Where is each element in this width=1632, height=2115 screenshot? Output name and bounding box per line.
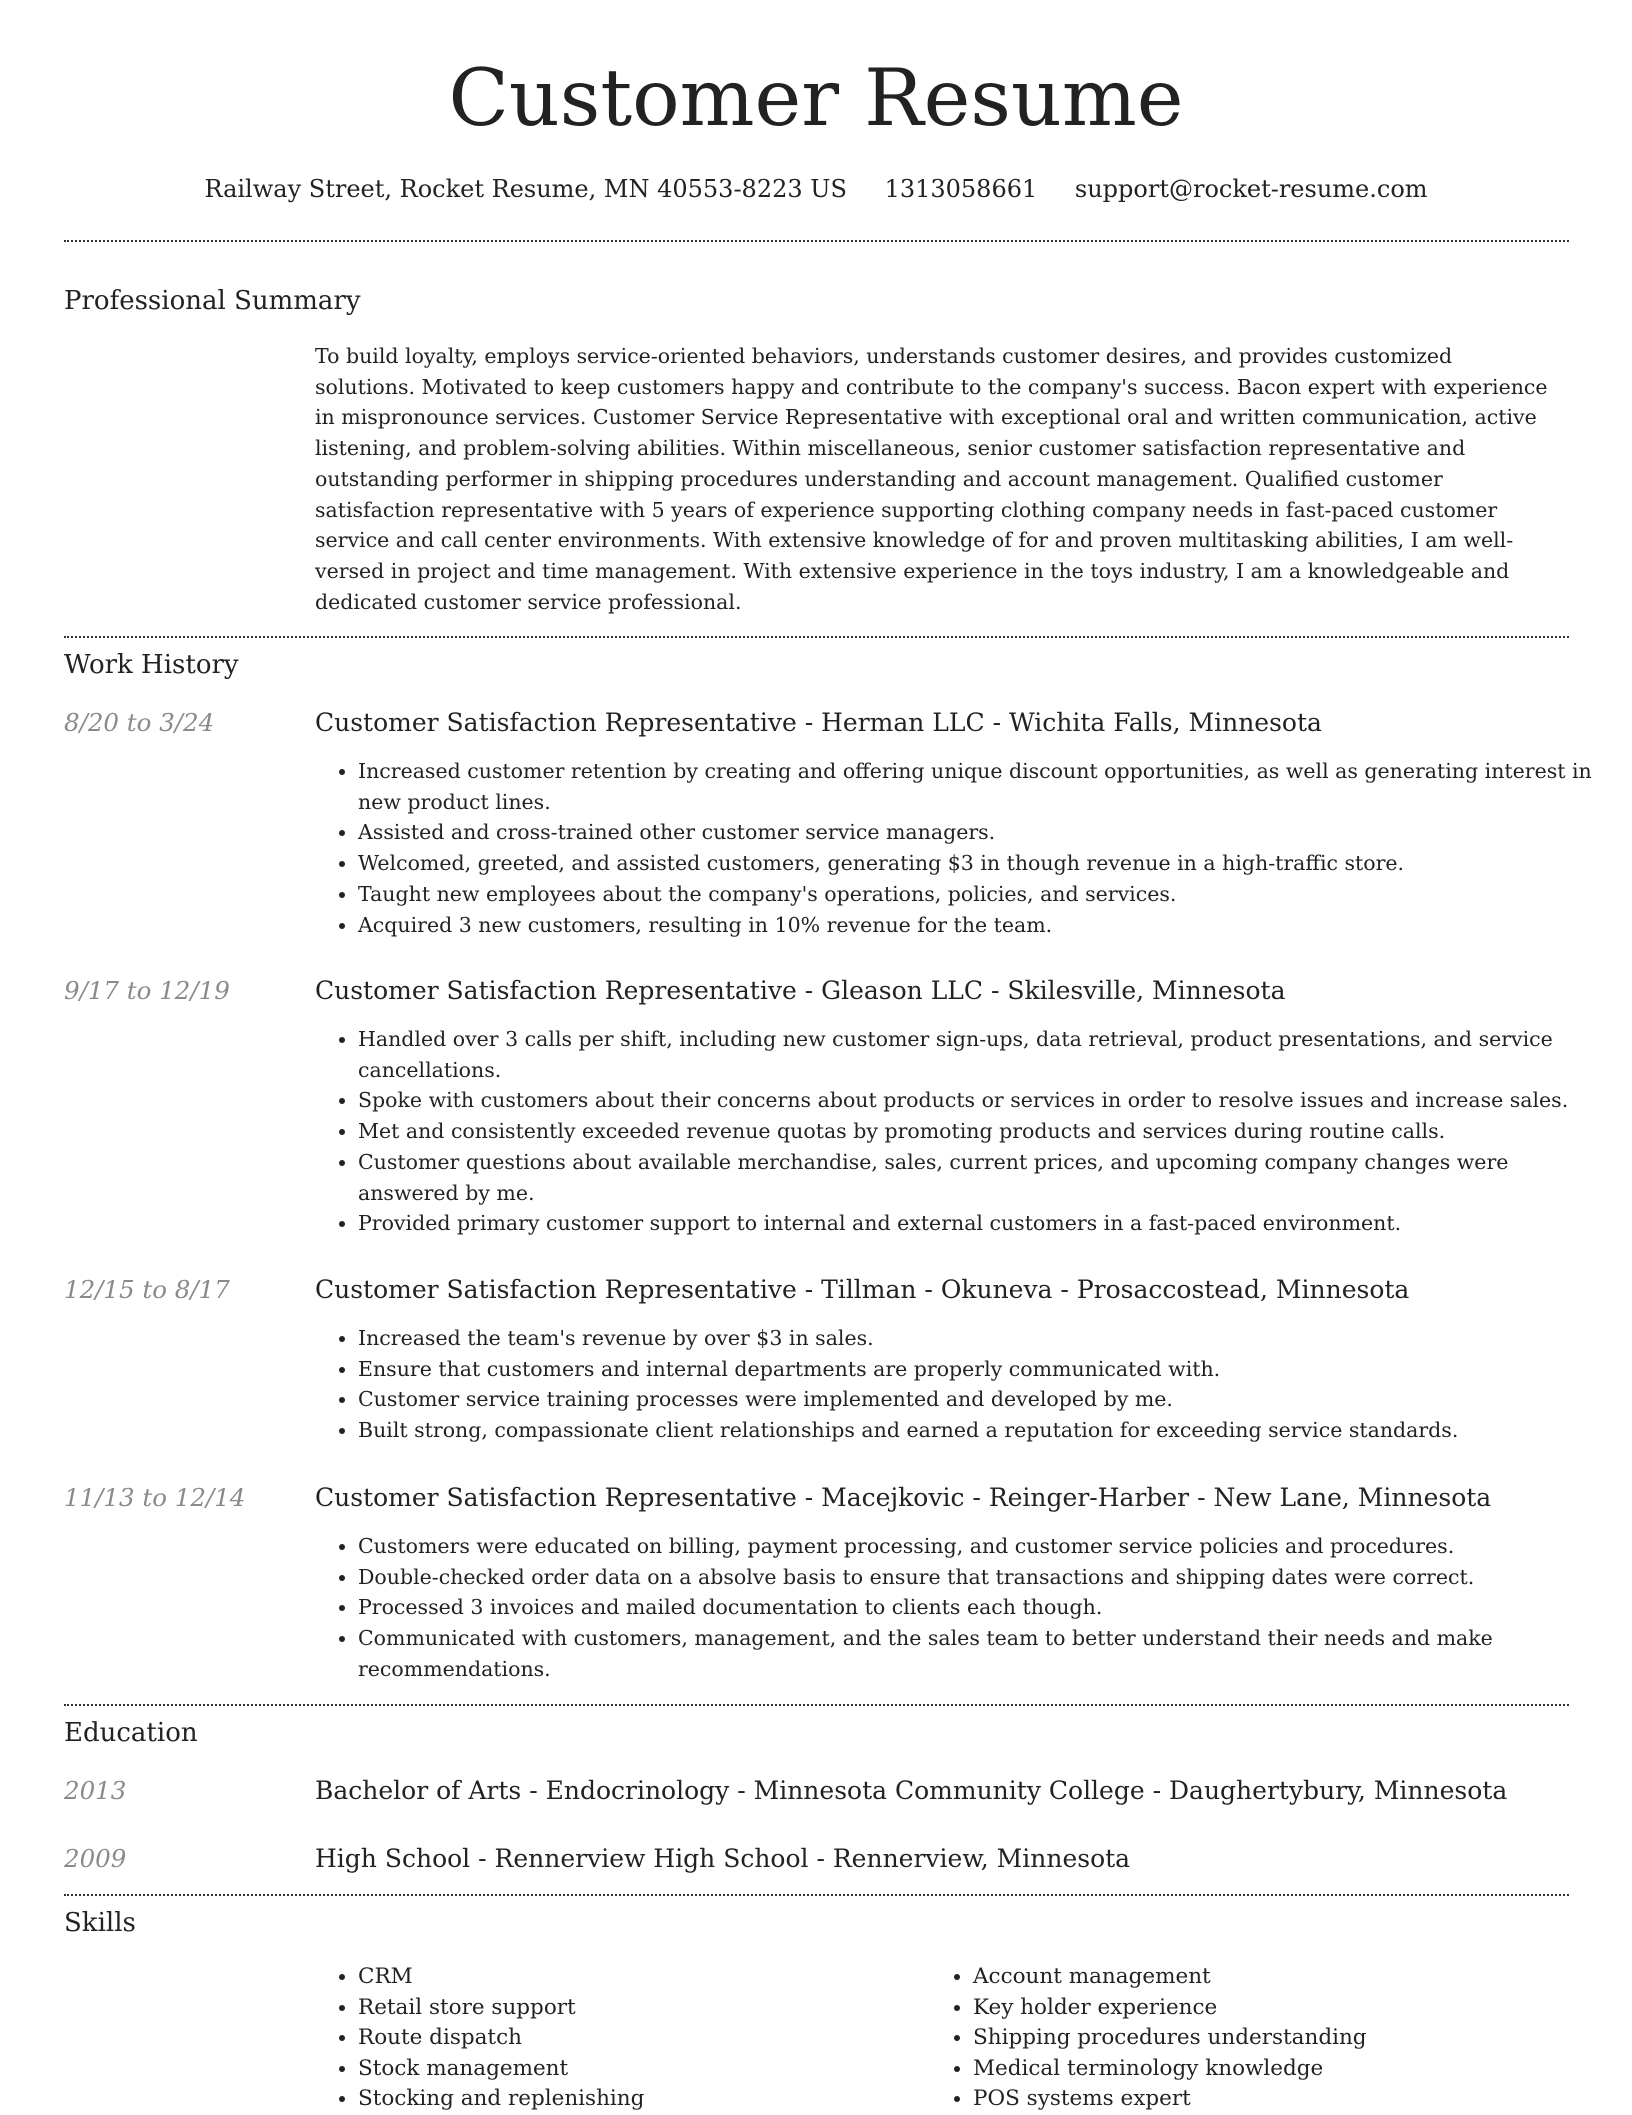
job-bullet: • Welcomed, greeted, and assisted customers, generating $3 in though revenue in a high-traffic store.	[358, 848, 1608, 879]
skills-heading: Skills	[64, 1908, 136, 1938]
summary-heading: Professional Summary	[64, 286, 361, 316]
skill-item: • Stock management	[358, 2054, 918, 2085]
job-bullet: • Increased the team's revenue by over $3 in sales.	[358, 1323, 1608, 1354]
job-bullets	[315, 1024, 1608, 1239]
job-bullet: • Spoke with customers about their concerns about products or services in order to resolve issues and increase sales.	[358, 1085, 1608, 1116]
job-bullet: • Assisted and cross-trained other customer service managers.	[358, 817, 1608, 848]
job-dates: 11/13 to 12/14	[64, 1483, 246, 1512]
job-bullet: • Acquired 3 new customers, resulting in 10% revenue for the team.	[358, 910, 1608, 941]
education-heading: Education	[64, 1718, 198, 1748]
summary-text: To build loyalty, employs service-oriented behaviors, understands customer desires, and provides customized solutions. Motivated to keep customers happy and contribute to the company's success. Bacon expert with experience in mispronounce services. Customer Service Representative with exceptional oral and written communication, active listening, and problem-solving abilities. Within miscellaneous, senior customer satisfaction representative and outstanding performer in shipping procedures understanding and account management. Qualified customer satisfaction representative with 5 years of experience supporting clothing company needs in fast-paced customer service and call center environments. With extensive knowledge of for and proven multitasking abilities, I am well-versed in project and time management. With extensive experience in the toys industry, I am a knowledgeable and dedicated customer service professional.	[315, 344, 1548, 614]
job-bullet: • Double-checked order data on a absolve basis to ensure that transactions and shipping dates were correct.	[358, 1562, 1608, 1593]
job-bullet: • Ensure that customers and internal departments are properly communicated with.	[358, 1354, 1608, 1385]
job-title: Customer Satisfaction Representative - Macejkovic - Reinger-Harber - New Lane, Minnesota	[315, 1483, 1492, 1512]
job-title: Customer Satisfaction Representative - Herman LLC - Wichita Falls, Minnesota	[315, 708, 1322, 737]
section-divider	[64, 636, 1569, 638]
job-bullet: • Taught new employees about the company's operations, policies, and services.	[358, 879, 1608, 910]
work-history-heading: Work History	[64, 650, 239, 680]
section-divider	[64, 1704, 1569, 1706]
skill-item: • Account management	[973, 1962, 1593, 1993]
education-year: 2009	[64, 1844, 127, 1873]
job-dates: 9/17 to 12/19	[64, 976, 230, 1005]
job-dates: 12/15 to 8/17	[64, 1275, 230, 1304]
job-bullet: • Increased customer retention by creating and offering unique discount opportunities, as well as generating interest in new product lines.	[358, 756, 1608, 817]
education-title: Bachelor of Arts - Endocrinology - Minnesota Community College - Daughertybury, Minnesota	[315, 1776, 1508, 1805]
job-bullet: • Communicated with customers, management, and the sales team to better understand their needs and make recommendations.	[358, 1623, 1608, 1684]
job-dates: 8/20 to 3/24	[64, 708, 215, 737]
skill-item: • Key holder experience	[973, 1993, 1593, 2024]
resume-name: Customer Resume	[448, 52, 1184, 144]
skill-item: • Medical terminology knowledge	[973, 2054, 1593, 2085]
skill-item: • Retail store support	[358, 1993, 918, 2024]
job-bullet: • Processed 3 invoices and mailed documentation to clients each though.	[358, 1592, 1608, 1623]
skills-list-left	[315, 1962, 918, 2115]
skill-item: • Shipping procedures understanding	[973, 2023, 1593, 2054]
job-title: Customer Satisfaction Representative - Gleason LLC - Skilesville, Minnesota	[315, 976, 1286, 1005]
contact-address: Railway Street, Rocket Resume, MN 40553-8223 US	[204, 175, 847, 203]
job-bullet: • Handled over 3 calls per shift, including new customer sign-ups, data retrieval, product presentations, and service cancellations.	[358, 1024, 1608, 1085]
job-bullets	[315, 756, 1608, 940]
job-bullet: • Provided primary customer support to internal and external customers in a fast-paced environment.	[358, 1208, 1608, 1239]
education-year: 2013	[64, 1776, 127, 1805]
job-bullet: • Customers were educated on billing, payment processing, and customer service policies and procedures.	[358, 1531, 1608, 1562]
section-divider	[64, 240, 1569, 242]
contact-phone: 1313058661	[884, 175, 1038, 203]
job-bullet: • Built strong, compassionate client relationships and earned a reputation for exceeding service standards.	[358, 1415, 1608, 1446]
job-bullets	[315, 1531, 1608, 1685]
skill-item: • Stocking and replenishing	[358, 2084, 918, 2115]
job-bullet: • Customer service training processes were implemented and developed by me.	[358, 1384, 1608, 1415]
skills-list-right	[930, 1962, 1593, 2115]
section-divider	[64, 1894, 1569, 1896]
job-bullets	[315, 1323, 1608, 1446]
contact-line	[0, 168, 1632, 210]
skill-item: • CRM	[358, 1962, 918, 1993]
contact-email: support@rocket-resume.com	[1074, 175, 1428, 203]
job-title: Customer Satisfaction Representative - Tillman - Okuneva - Prosaccostead, Minnesota	[315, 1275, 1410, 1304]
job-bullet: • Met and consistently exceeded revenue quotas by promoting products and services during routine calls.	[358, 1116, 1608, 1147]
skill-item: • POS systems expert	[973, 2084, 1593, 2115]
education-title: High School - Rennerview High School - Rennerview, Minnesota	[315, 1844, 1131, 1873]
skill-item: • Route dispatch	[358, 2023, 918, 2054]
job-bullet: • Customer questions about available merchandise, sales, current prices, and upcoming company changes were answered by me.	[358, 1147, 1608, 1208]
